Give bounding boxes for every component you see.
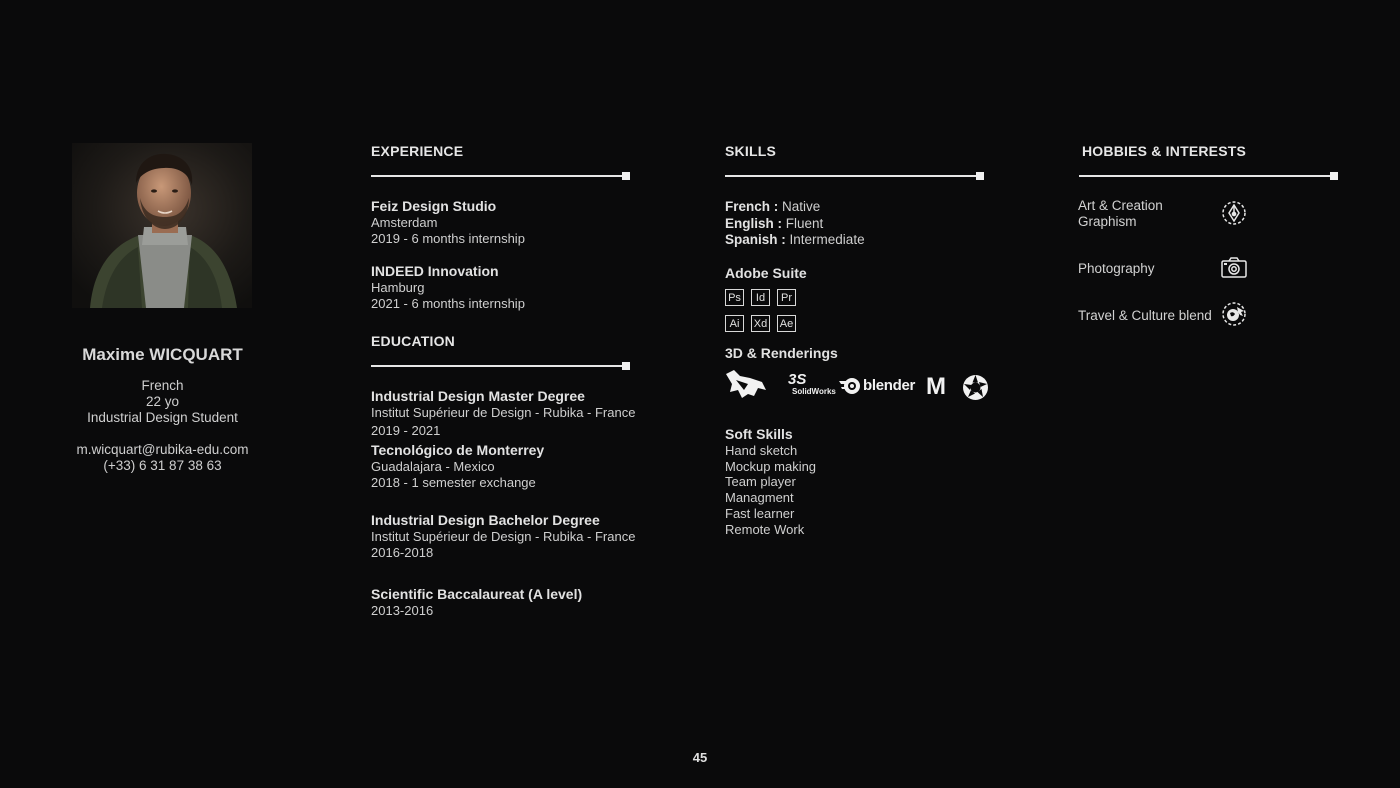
education-divider — [371, 365, 627, 367]
camera-icon — [1220, 256, 1248, 280]
education-item — [371, 388, 635, 439]
adobe-suite-heading: Adobe Suite — [725, 265, 807, 281]
hobby-label: Graphism — [1078, 214, 1137, 229]
profile-photo — [72, 143, 252, 308]
hobby-item — [1078, 198, 1163, 230]
soft-skills — [725, 426, 816, 537]
blender-logo-icon — [838, 375, 916, 395]
profile-name: Maxime WICQUART — [82, 345, 243, 364]
education-degree: Industrial Design Bachelor Degree — [371, 512, 600, 528]
illustrator-icon: Ai — [725, 315, 744, 332]
education-period: 2013-2016 — [371, 603, 434, 618]
education-degree: Industrial Design Master Degree — [371, 388, 585, 404]
hobbies-heading: HOBBIES & INTERESTS — [1082, 143, 1247, 159]
language-name: Spanish : — [725, 232, 786, 247]
xd-icon: Xd — [751, 315, 770, 332]
experience-heading: EXPERIENCE — [371, 143, 464, 159]
education-item — [371, 586, 582, 619]
skills-divider — [725, 175, 981, 177]
hobby-label: Photography — [1078, 261, 1155, 276]
profile-age: 22 yo — [145, 394, 180, 409]
soft-skill-item: Team player — [725, 474, 796, 490]
globe-plane-icon — [1220, 300, 1248, 328]
experience-divider — [371, 175, 627, 177]
profile-nationality: French — [141, 378, 184, 393]
indesign-icon: Id — [751, 289, 770, 306]
experience-period: 2021 - 6 months internship — [371, 296, 525, 311]
profile-phone: (+33) 6 31 87 38 63 — [103, 458, 222, 473]
hobby-item — [1078, 308, 1212, 324]
experience-item — [371, 198, 525, 247]
language-name: English : — [725, 216, 782, 231]
profile-email[interactable]: m.wicquart@rubika-edu.com — [76, 442, 249, 457]
education-degree: Scientific Baccalaureat (A level) — [371, 586, 583, 602]
hobby-item — [1078, 261, 1155, 277]
skills-heading: SKILLS — [725, 143, 776, 159]
education-period: 2016-2018 — [371, 545, 434, 560]
rhino-logo-icon — [724, 368, 768, 400]
keyshot-logo-icon — [962, 374, 989, 401]
page-number: 45 — [692, 750, 708, 765]
premiere-icon: Pr — [777, 289, 796, 306]
education-period: 2018 - 1 semester exchange — [371, 475, 536, 490]
hobby-label: Art & Creation — [1078, 198, 1163, 213]
blender-text: blender — [863, 376, 916, 394]
soft-skill-item: Fast learner — [725, 505, 795, 521]
profile-info — [60, 345, 265, 474]
experience-item — [371, 263, 525, 312]
pen-nib-icon — [1220, 199, 1248, 227]
solidworks-mark: 3S — [788, 371, 807, 388]
profile-role: Industrial Design Student — [87, 410, 238, 425]
education-school: Guadalajara - Mexico — [371, 459, 495, 474]
soft-skill-item: Managment — [725, 490, 794, 506]
experience-company: INDEED Innovation — [371, 263, 499, 279]
experience-period: 2019 - 6 months internship — [371, 231, 525, 246]
renderings-heading: 3D & Renderings — [725, 345, 838, 361]
languages-list — [725, 198, 865, 247]
experience-company: Feiz Design Studio — [371, 198, 497, 214]
solidworks-logo-icon — [786, 371, 836, 402]
education-heading: EDUCATION — [371, 333, 455, 349]
language-item — [725, 232, 865, 247]
education-item — [371, 512, 635, 561]
experience-location: Amsterdam — [371, 215, 438, 230]
soft-skills-heading: Soft Skills — [725, 426, 793, 442]
language-name: French : — [725, 199, 779, 214]
education-item — [371, 442, 544, 491]
language-item — [725, 215, 865, 232]
experience-location: Hamburg — [371, 280, 425, 295]
maxwell-logo-icon: M — [926, 373, 946, 400]
education-period: 2019 - 2021 — [371, 423, 441, 438]
education-degree: Tecnológico de Monterrey — [371, 442, 545, 458]
language-item — [725, 198, 865, 215]
language-level: Native — [782, 199, 821, 214]
hobby-label: Travel & Culture blend — [1078, 308, 1212, 323]
language-level: Intermediate — [789, 232, 865, 247]
soft-skill-item: Remote Work — [725, 521, 805, 537]
education-school: Institut Supérieur de Design - Rubika - France — [371, 529, 636, 544]
soft-skill-item: Hand sketch — [725, 443, 798, 458]
education-school: Institut Supérieur de Design - Rubika - France — [371, 405, 636, 420]
language-level: Fluent — [785, 216, 824, 231]
hobbies-divider — [1079, 175, 1335, 177]
soft-skill-item: Mockup making — [725, 458, 817, 474]
photoshop-icon: Ps — [725, 289, 744, 306]
after-effects-icon: Ae — [777, 315, 796, 332]
solidworks-text: SolidWorks — [792, 387, 836, 396]
